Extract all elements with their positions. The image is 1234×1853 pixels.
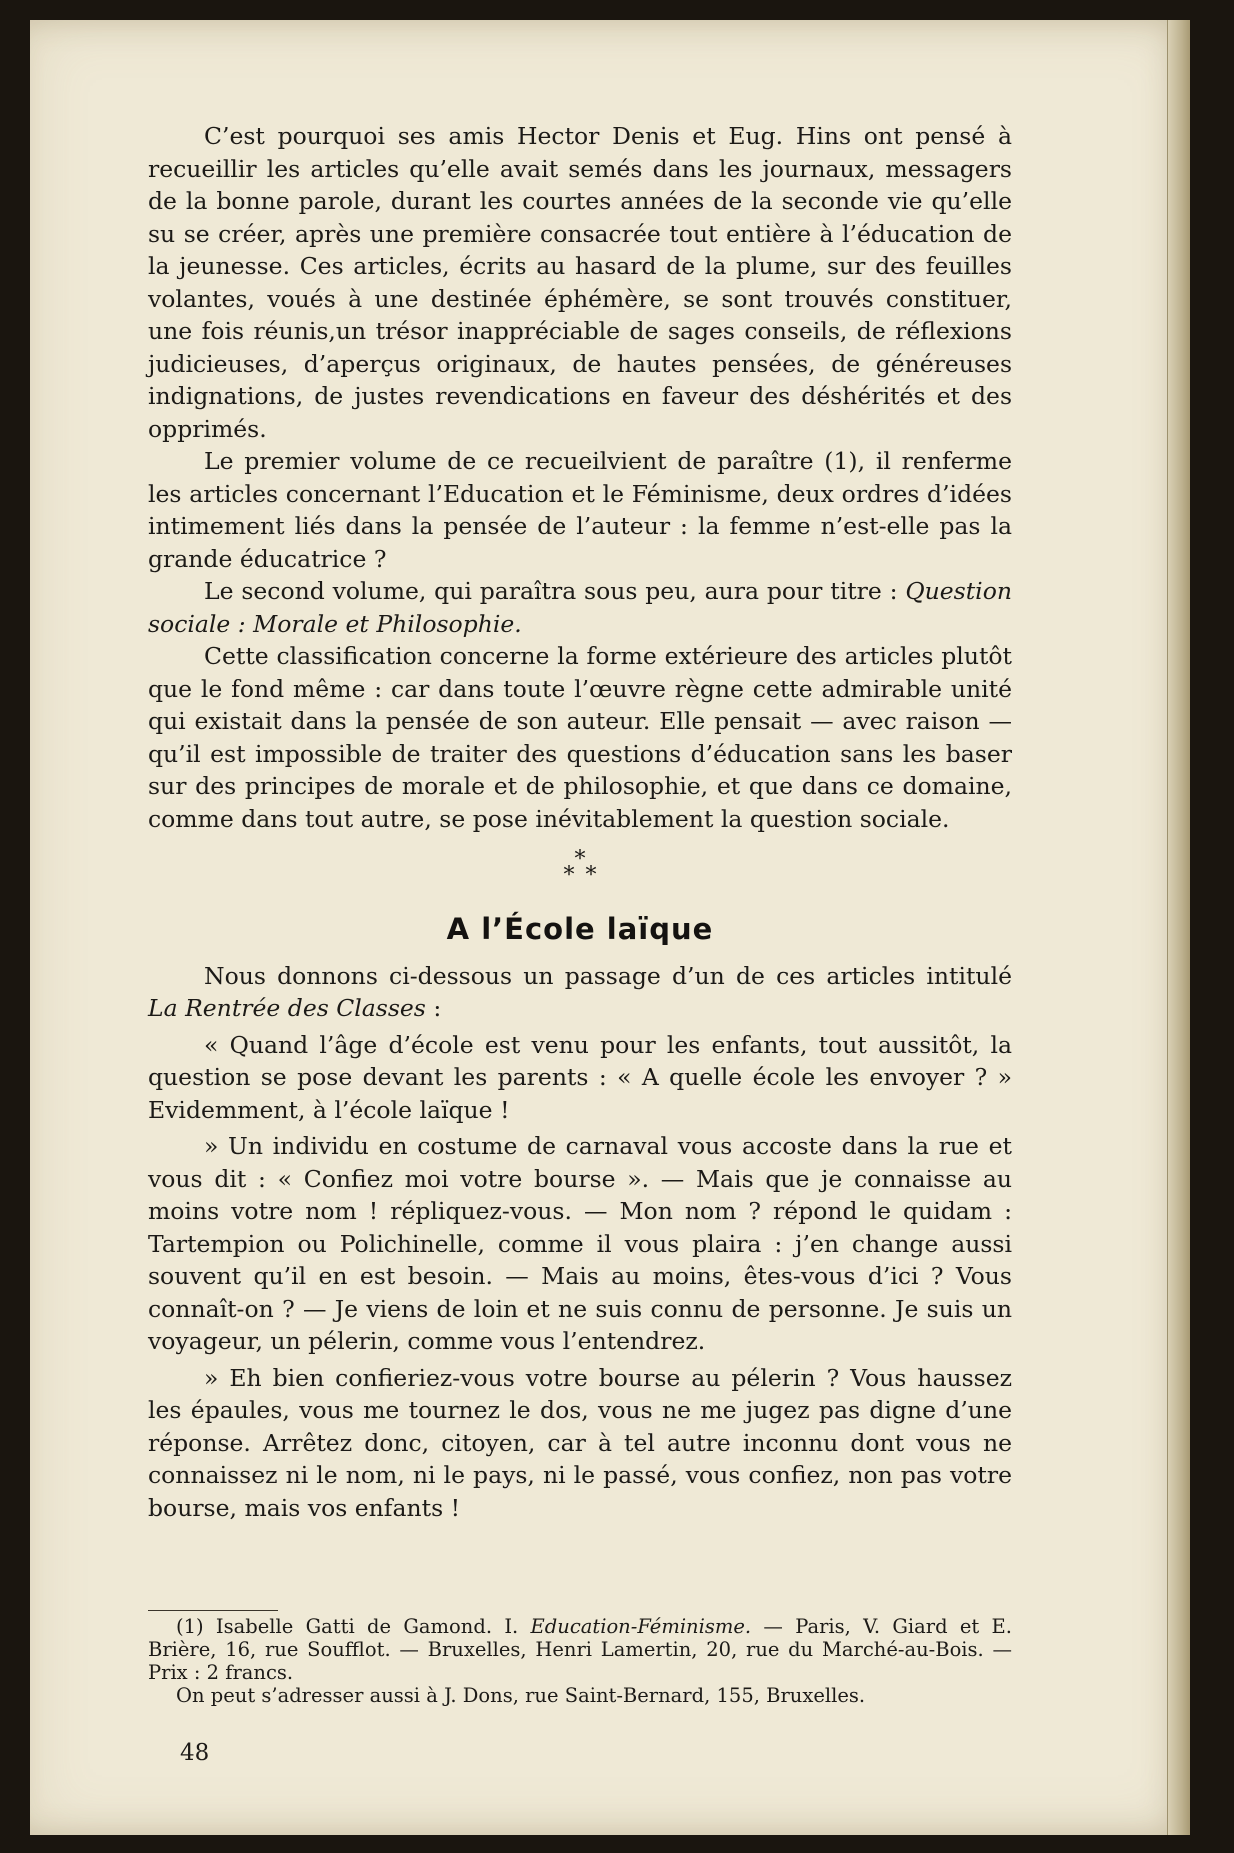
footnote-1 (148, 1615, 1012, 1684)
quote-paragraph-1: « Quand l’âge d’école est venu pour les enfants, tout aussitôt, la question se pose devant les parents : « A quelle école les envoyer ? » Evidemment, à l’école laïque ! (148, 1030, 1012, 1124)
separator-star: * (574, 847, 586, 872)
second-volume-title: Question sociale : Morale et Philosophie. (148, 577, 1012, 638)
second-volume-text: Le second volume, qui paraîtra sous peu, aura pour titre : (204, 577, 898, 605)
paragraph-intro-1: C’est pourquoi ses amis Hector Denis et Eug. Hins ont pensé à recueillir les articles qu’elle avait semés dans les journaux, messagers de la bonne parole, durant les courtes années de la seconde vie qu’elle su se créer, après une première consacrée tout entière à l’éducation de la jeunesse. Ces articles, écrits au hasard de la plume, sur des feuilles volantes, voués à une destinée éphémère, se sont trouvés constituer, une fois réunis,un trésor inappréciable de sages conseils, de réflexions judicieuses, d’aperçus originaux, de hautes pensées, de généreuses indignations, de justes revendications en faveur des déshérités et des opprimés. (148, 122, 1012, 443)
article-intro-text: Nous donnons ci-dessous un passage d’un de ces articles intitulé (204, 961, 1012, 990)
paragraph-classification: Cette classification concerne la forme extérieure des articles plutôt que le fond même : car dans toute l’œuvre règne cette admirable unité qui existait dans la pensée de son auteur. Elle pensait — avec raison — qu’il est impossible de traiter des questions d’éducation sans les baser sur des principes de morale et de philosophie, et que dans ce domaine, comme dans tout autre, se pose inévitablement la question sociale. (148, 642, 1012, 833)
separator-star: * (563, 863, 575, 888)
section-separator (148, 847, 1012, 889)
separator-star: * (585, 863, 597, 888)
article-title: La Rentrée des Classes (148, 994, 426, 1022)
main-text (148, 120, 1012, 1524)
quote-paragraph-3: » Eh bien confieriez-vous votre bourse au pélerin ? Vous haussez les épaules, vous me tournez le dos, vous ne me jugez pas digne d’une réponse. Arrêtez donc, citoyen, car à tel autre inconnu dont vous ne connaissez ni le nom, ni le pays, ni le passé, vous confiez, non pas votre bourse, mais vos enfants ! (148, 1363, 1012, 1522)
paragraph-intro-2: Le premier volume de ce recueilvient de paraître (1), il renferme les articles concernant l’Education et le Féminisme, deux ordres d’idées intimement liés dans la pensée de l’auteur : la femme n’est-elle pas la grande éducatrice ? (148, 447, 1012, 573)
article-intro-suffix: : (425, 994, 442, 1022)
footnote-prefix: (1) Isabelle Gatti de Gamond. I. (176, 1615, 531, 1638)
paragraph-article-intro (148, 960, 1012, 1025)
section-title: A l’École laïque (446, 912, 714, 946)
page-number: 48 (180, 1740, 210, 1766)
footnote-rule (148, 1610, 278, 1611)
footnote-2: On peut s’adresser aussi à J. Dons, rue Saint-Bernard, 155, Bruxelles. (176, 1684, 866, 1707)
footnotes (148, 1610, 1012, 1707)
paragraph-second-volume (148, 575, 1012, 640)
footnote-book-title: Education-Féminisme. (530, 1615, 752, 1638)
quote-paragraph-2: » Un individu en costume de carnaval vous accoste dans la rue et vous dit : « Confiez moi votre bourse ». — Mais que je connaisse au moins votre nom ! répliquez-vous. — Mon nom ? répond le quidam : Tartempion ou Polichinelle, comme il vous plaira : j’en change aussi souvent qu’il en est besoin. — Mais au moins, êtes-vous d’ici ? Vous connaît-on ? — Je viens de loin et ne suis connu de personne. Je suis un voyageur, un pélerin, comme vous l’entendrez. (148, 1132, 1012, 1355)
footnote-rest: — Paris, V. Giard et E. Brière, 16, rue Soufflot. — Bruxelles, Henri Lamertin, 20, rue du Marché-au-Bois. — Prix : 2 francs. (148, 1615, 1012, 1684)
book-spine (1167, 20, 1190, 1835)
